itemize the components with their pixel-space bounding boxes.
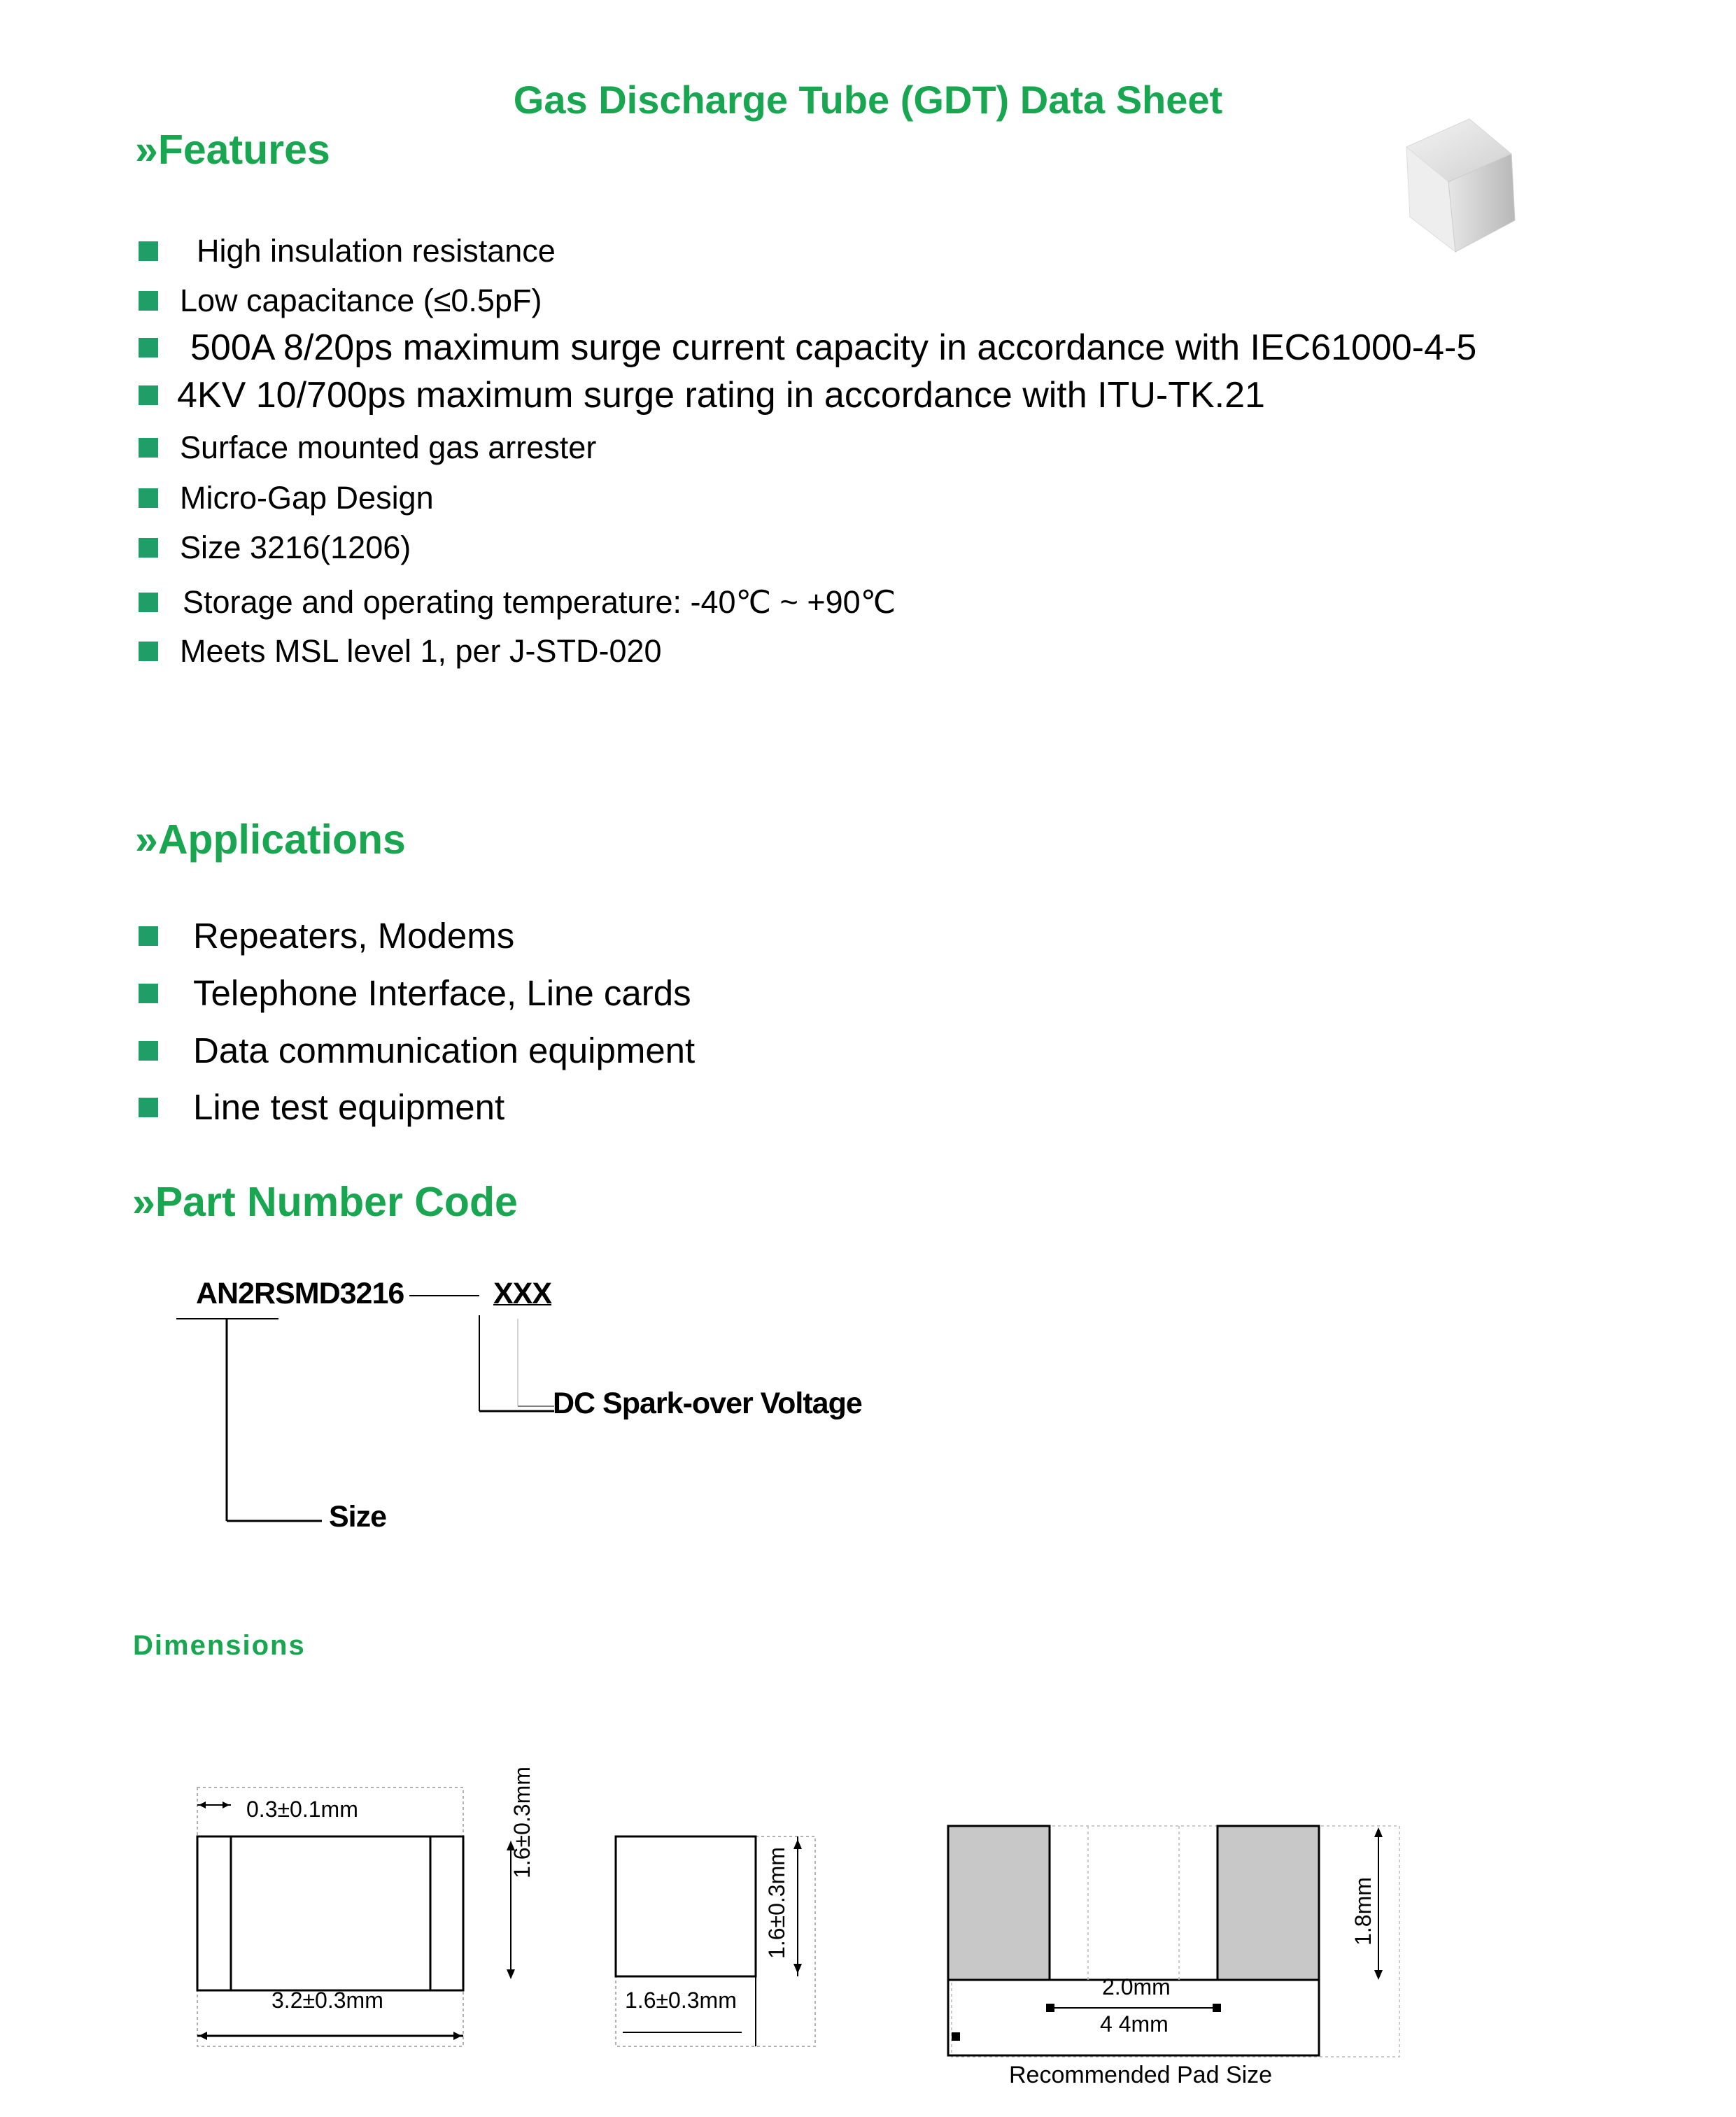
bullet-icon	[139, 488, 158, 508]
part-number-code: AN2RSMD3216	[196, 1277, 404, 1310]
terminal-width-label: 0.3±0.1mm	[246, 1797, 358, 1822]
bullet-icon	[139, 291, 158, 311]
page-title: Gas Discharge Tube (GDT) Data Sheet	[513, 78, 1223, 122]
pad-caption: Recommended Pad Size	[1009, 2062, 1273, 2088]
side-width-label: 1.6±0.3mm	[625, 1988, 737, 2013]
top-view-drawing	[189, 1780, 539, 2060]
feature-item: Size 3216(1206)	[139, 530, 411, 566]
application-item: Repeaters, Modems	[139, 915, 514, 956]
product-image	[1392, 105, 1532, 259]
application-item: Line test equipment	[139, 1086, 504, 1128]
bullet-icon	[139, 538, 158, 558]
pad-height-label: 1.8mm	[1350, 1877, 1376, 1946]
bullet-icon	[139, 593, 158, 612]
feature-item: High insulation resistance	[139, 233, 556, 269]
feature-item: Low capacitance (≤0.5pF)	[139, 283, 542, 319]
feature-item: 4KV 10/700ps maximum surge rating in accordance with ITU-TK.21	[139, 374, 1265, 416]
length-label: 3.2±0.3mm	[271, 1988, 383, 2013]
bullet-icon	[139, 926, 158, 946]
side-view-drawing	[609, 1829, 833, 2060]
spark-over-voltage-label: DC Spark-over Voltage	[553, 1387, 862, 1420]
bullet-icon	[139, 241, 158, 261]
pad-total-label: 4 4mm	[1100, 2011, 1169, 2037]
application-item: Data communication equipment	[139, 1030, 695, 1071]
pad-size-drawing	[945, 1819, 1420, 2071]
size-label: Size	[329, 1500, 387, 1534]
feature-item: Meets MSL level 1, per J-STD-020	[139, 633, 662, 670]
application-item: Telephone Interface, Line cards	[139, 972, 691, 1014]
bullet-icon	[139, 438, 158, 458]
feature-item: Surface mounted gas arrester	[139, 430, 596, 466]
bullet-icon	[139, 984, 158, 1003]
feature-item: Storage and operating temperature: -40℃ ~ +90℃	[139, 583, 896, 621]
bullet-icon	[139, 642, 158, 661]
part-number-heading: »Part Number Code	[132, 1179, 518, 1225]
dimensions-heading: Dimensions	[133, 1630, 306, 1661]
applications-heading: »Applications	[135, 816, 406, 863]
feature-item: 500A 8/20ps maximum surge current capacity in accordance with IEC61000-4-5	[139, 327, 1476, 369]
pad-gap-label: 2.0mm	[1102, 1974, 1171, 1999]
bullet-icon	[139, 385, 158, 405]
bullet-icon	[139, 1098, 158, 1117]
bullet-icon	[139, 338, 158, 357]
bullet-icon	[139, 1041, 158, 1061]
side-height-label: 1.6±0.3mm	[764, 1847, 789, 1959]
part-number-suffix: XXX	[493, 1277, 552, 1310]
height-label: 1.6±0.3mm	[509, 1766, 535, 1878]
features-heading: »Features	[135, 127, 330, 173]
feature-item: Micro-Gap Design	[139, 480, 434, 516]
